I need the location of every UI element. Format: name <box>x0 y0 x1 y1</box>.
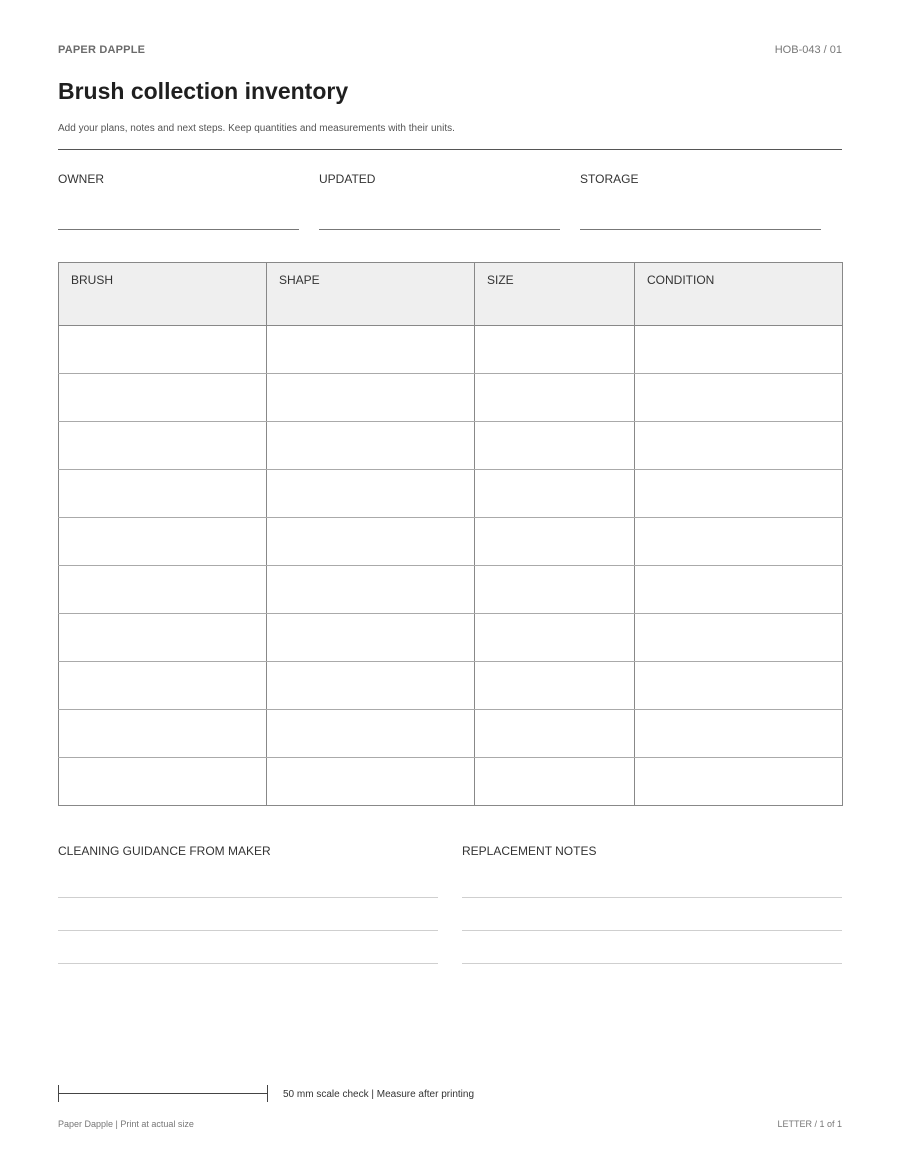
table-cell-size[interactable] <box>475 518 635 566</box>
table-cell-brush[interactable] <box>59 422 267 470</box>
table-cell-size[interactable] <box>475 374 635 422</box>
storage-label: STORAGE <box>580 172 639 186</box>
worksheet-page <box>58 0 842 1165</box>
table-row <box>59 758 843 806</box>
table-cell-condition[interactable] <box>635 662 843 710</box>
table-cell-size[interactable] <box>475 470 635 518</box>
scale-check-bar <box>58 1085 268 1103</box>
table-cell-size[interactable] <box>475 326 635 374</box>
table-cell-brush[interactable] <box>59 614 267 662</box>
scale-check-text: 50 mm scale check | Measure after printing <box>283 1089 475 1100</box>
column-header-brush: BRUSH <box>59 263 267 326</box>
table-cell-shape[interactable] <box>267 614 475 662</box>
updated-field[interactable] <box>319 172 560 230</box>
replacement-notes-label: REPLACEMENT NOTES <box>462 844 597 858</box>
table-row <box>59 422 843 470</box>
document-id: HOB-043 / 01 <box>774 44 842 56</box>
table-cell-condition[interactable] <box>635 518 843 566</box>
table-row <box>59 662 843 710</box>
footer-print-note: Paper Dapple | Print at actual size <box>58 1119 194 1129</box>
column-header-shape: SHAPE <box>267 263 475 326</box>
table-cell-brush[interactable] <box>59 326 267 374</box>
header-bar <box>58 44 842 58</box>
table-cell-shape[interactable] <box>267 710 475 758</box>
inventory-table <box>58 262 843 806</box>
column-header-condition: CONDITION <box>635 263 843 326</box>
table-cell-condition[interactable] <box>635 326 843 374</box>
table-row <box>59 614 843 662</box>
table-cell-size[interactable] <box>475 662 635 710</box>
table-cell-shape[interactable] <box>267 758 475 806</box>
cleaning-guidance-section <box>58 844 438 966</box>
table-cell-condition[interactable] <box>635 710 843 758</box>
table-cell-condition[interactable] <box>635 374 843 422</box>
table-row <box>59 374 843 422</box>
table-cell-shape[interactable] <box>267 662 475 710</box>
table-cell-brush[interactable] <box>59 662 267 710</box>
table-cell-shape[interactable] <box>267 566 475 614</box>
scale-line <box>58 1093 268 1094</box>
storage-field[interactable] <box>580 172 821 230</box>
table-cell-shape[interactable] <box>267 374 475 422</box>
table-cell-size[interactable] <box>475 566 635 614</box>
replacement-notes-section <box>462 844 842 966</box>
owner-write-line[interactable] <box>58 229 299 230</box>
cleaning-guidance-label: CLEANING GUIDANCE FROM MAKER <box>58 844 271 858</box>
table-cell-brush[interactable] <box>59 710 267 758</box>
table-cell-brush[interactable] <box>59 470 267 518</box>
replacement-note-line[interactable] <box>462 963 842 964</box>
table-header-row <box>59 263 843 326</box>
scale-end-tick <box>267 1085 268 1102</box>
table-cell-brush[interactable] <box>59 758 267 806</box>
updated-label: UPDATED <box>319 172 376 186</box>
table-cell-shape[interactable] <box>267 326 475 374</box>
table-cell-condition[interactable] <box>635 614 843 662</box>
brand-name: PAPER DAPPLE <box>58 44 146 56</box>
cleaning-note-line[interactable] <box>58 963 438 964</box>
replacement-note-line[interactable] <box>462 930 842 931</box>
page-subtitle: Add your plans, notes and next steps. Keep quantities and measurements with their units. <box>58 123 455 134</box>
cleaning-note-line[interactable] <box>58 930 438 931</box>
table-cell-condition[interactable] <box>635 758 843 806</box>
page-title: Brush collection inventory <box>58 78 349 104</box>
table-cell-condition[interactable] <box>635 470 843 518</box>
table-cell-shape[interactable] <box>267 518 475 566</box>
table-cell-size[interactable] <box>475 614 635 662</box>
table-cell-condition[interactable] <box>635 422 843 470</box>
table-cell-brush[interactable] <box>59 518 267 566</box>
table-cell-shape[interactable] <box>267 422 475 470</box>
inventory-table-body <box>59 326 843 806</box>
replacement-note-line[interactable] <box>462 897 842 898</box>
table-cell-shape[interactable] <box>267 470 475 518</box>
footer-page-info: LETTER / 1 of 1 <box>777 1119 842 1129</box>
cleaning-note-line[interactable] <box>58 897 438 898</box>
table-cell-brush[interactable] <box>59 566 267 614</box>
updated-write-line[interactable] <box>319 229 560 230</box>
table-cell-size[interactable] <box>475 710 635 758</box>
table-cell-size[interactable] <box>475 758 635 806</box>
storage-write-line[interactable] <box>580 229 821 230</box>
table-cell-brush[interactable] <box>59 374 267 422</box>
table-row <box>59 710 843 758</box>
table-row <box>59 518 843 566</box>
table-row <box>59 326 843 374</box>
owner-field[interactable] <box>58 172 299 230</box>
owner-label: OWNER <box>58 172 104 186</box>
title-divider <box>58 149 842 150</box>
column-header-size: SIZE <box>475 263 635 326</box>
table-cell-condition[interactable] <box>635 566 843 614</box>
table-cell-size[interactable] <box>475 422 635 470</box>
table-row <box>59 470 843 518</box>
table-row <box>59 566 843 614</box>
